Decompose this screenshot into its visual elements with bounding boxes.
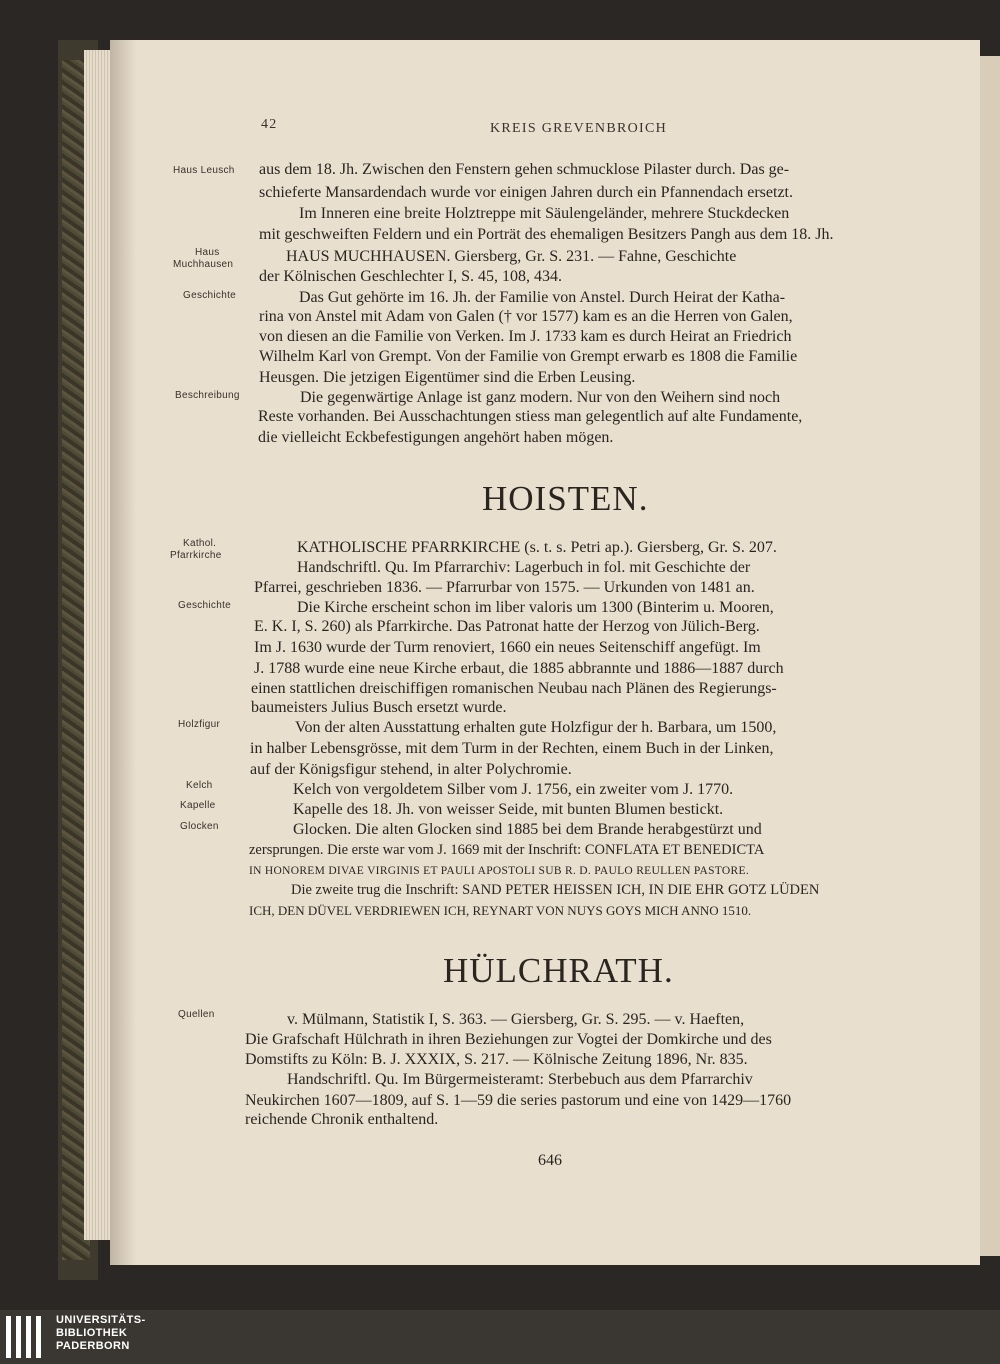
plate-number: 646 <box>538 1152 562 1169</box>
text-line: Neukirchen 1607—1809, auf S. 1—59 die series pastorum und eine von 1429—1760 <box>245 1092 792 1109</box>
margin-note-kapelle: Kapelle <box>180 800 216 811</box>
text-line: Im J. 1630 wurde der Turm renoviert, 1660 ein neues Seitenschiff angefügt. Im <box>254 639 761 656</box>
section-heading-hoisten: HOISTEN. <box>482 479 649 518</box>
text-line: von diesen an die Familie von Verken. Im J. 1733 kam es durch Heirat an Friedrich <box>259 328 792 345</box>
text-line: Im Inneren eine breite Holztreppe mit Säulengeländer, mehrere Stuckdecken <box>299 205 790 222</box>
page-gutter-shadow <box>110 40 136 1265</box>
page-number: 42 <box>261 117 278 132</box>
logo-line-3: PADERBORN <box>56 1340 130 1352</box>
text-line: Die gegenwärtige Anlage ist ganz modern. Nur von den Weihern sind noch <box>300 389 781 406</box>
text-line: E. K. I, S. 260) als Pfarrkirche. Das Patronat hatte der Herzog von Jülich-Berg. <box>254 618 760 635</box>
text-line: Kelch von vergoldetem Silber vom J. 1756, ein zweiter vom J. 1770. <box>293 781 734 798</box>
text-line: J. 1788 wurde eine neue Kirche erbaut, die 1885 abbrannte und 1886—1887 durch <box>254 660 784 677</box>
section-heading-huelchrath: HÜLCHRATH. <box>443 951 674 990</box>
margin-note-muchhausen: Muchhausen <box>173 259 234 270</box>
margin-note-geschichte: Geschichte <box>178 600 232 611</box>
text-line: Die Grafschaft Hülchrath in ihren Beziehungen zur Vogtei der Domkirche und des <box>245 1031 772 1048</box>
margin-note-holzfigur: Holzfigur <box>178 719 221 730</box>
text-line: Glocken. Die alten Glocken sind 1885 bei dem Brande herabgestürzt und <box>293 821 762 838</box>
text-line: Wilhelm Karl von Grempt. Von der Familie von Grempt erwarb es 1808 die Familie <box>259 348 798 365</box>
text-line: ICH, DEN DÜVEL VERDRIEWEN ICH, REYNART VON NUYS GOYS MICH ANNO 1510. <box>249 903 752 918</box>
footer-strip <box>0 1310 1000 1364</box>
text-line: Domstifts zu Köln: B. J. XXXIX, S. 217. — Kölnische Zeitung 1896, Nr. 835. <box>245 1051 748 1068</box>
text-line: baumeisters Julius Busch ersetzt wurde. <box>251 699 507 716</box>
text-line: Heusgen. Die jetzigen Eigentümer sind die Erben Leusing. <box>259 369 636 386</box>
margin-note-pfarrkirche: Pfarrkirche <box>170 550 222 561</box>
text-line: Handschriftl. Qu. Im Pfarrarchiv: Lagerbuch in fol. mit Geschichte der <box>297 559 751 576</box>
text-line: IN HONOREM DIVAE VIRGINIS ET PAULI APOSTOLI SUB R. D. PAULO REULLEN PASTORE. <box>249 865 749 877</box>
running-title: KREIS GREVENBROICH <box>490 121 668 136</box>
margin-note-haus: Haus <box>195 247 220 258</box>
logo-line-2: BIBLIOTHEK <box>56 1327 128 1339</box>
text-line: Von der alten Ausstattung erhalten gute Holzfigur der h. Barbara, um 1500, <box>295 719 777 736</box>
margin-note-kelch: Kelch <box>186 780 213 791</box>
library-logo-icon <box>6 1316 44 1358</box>
text-line: schieferte Mansardendach wurde vor einigen Jahren durch ein Pfannendach ersetzt. <box>259 184 793 201</box>
margin-note-kathol: Kathol. <box>183 538 217 549</box>
text-line: der Kölnischen Geschlechter I, S. 45, 108, 434. <box>259 268 563 285</box>
text-line: HAUS MUCHHAUSEN. Giersberg, Gr. S. 231. — Fahne, Geschichte <box>286 248 737 265</box>
text-line: rina von Anstel mit Adam von Galen († vor 1577) kam es an die Herren von Galen, <box>259 308 793 325</box>
logo-line-1: UNIVERSITÄTS- <box>56 1314 146 1326</box>
text-line: auf der Königsfigur stehend, in alter Polychromie. <box>250 761 572 778</box>
margin-note-geschichte: Geschichte <box>183 290 237 301</box>
text-line: in halber Lebensgrösse, mit dem Turm in der Rechten, einem Buch in der Linken, <box>250 740 774 757</box>
text-line: einen stattlichen dreischiffigen romanischen Neubau nach Plänen des Regierungs- <box>251 680 777 697</box>
text-line: Pfarrei, geschrieben 1836. — Pfarrurbar von 1575. — Urkunden von 1481 an. <box>254 579 755 596</box>
text-line: Reste vorhanden. Bei Ausschachtungen stiess man gelegentlich auf alte Fundamente, <box>258 408 803 425</box>
text-line: Handschriftl. Qu. Im Bürgermeisteramt: Sterbebuch aus dem Pfarrarchiv <box>287 1071 753 1088</box>
text-line: v. Mülmann, Statistik I, S. 363. — Giersberg, Gr. S. 295. — v. Haeften, <box>287 1011 745 1028</box>
text-line: KATHOLISCHE PFARRKIRCHE (s. t. s. Petri ap.). Giersberg, Gr. S. 207. <box>297 539 777 556</box>
margin-note-haus-leusch: Haus Leusch <box>173 165 235 176</box>
text-line: reichende Chronik enthaltend. <box>245 1111 439 1128</box>
text-line: mit geschweiften Feldern und ein Porträt des ehemaligen Besitzers Pangh aus dem 18. Jh. <box>259 226 834 243</box>
text-line: zersprungen. Die erste war vom J. 1669 mit der Inschrift: CONFLATA ET BENEDICTA <box>249 842 765 858</box>
text-line: Das Gut gehörte im 16. Jh. der Familie von Anstel. Durch Heirat der Katha- <box>299 289 786 306</box>
text-line: Die zweite trug die Inschrift: SAND PETER HEISSEN ICH, IN DIE EHR GOTZ LÜDEN <box>291 882 820 898</box>
margin-note-glocken: Glocken <box>180 821 219 832</box>
text-line: aus dem 18. Jh. Zwischen den Fenstern gehen schmucklose Pilaster durch. Das ge- <box>259 161 790 178</box>
text-line: Kapelle des 18. Jh. von weisser Seide, mit bunten Blumen bestickt. <box>293 801 724 818</box>
margin-note-quellen: Quellen <box>178 1009 215 1020</box>
margin-note-beschreibung: Beschreibung <box>175 390 240 401</box>
text-line: Die Kirche erscheint schon im liber valoris um 1300 (Binterim u. Mooren, <box>297 599 774 616</box>
text-line: die vielleicht Eckbefestigungen angehört haben mögen. <box>258 429 614 446</box>
